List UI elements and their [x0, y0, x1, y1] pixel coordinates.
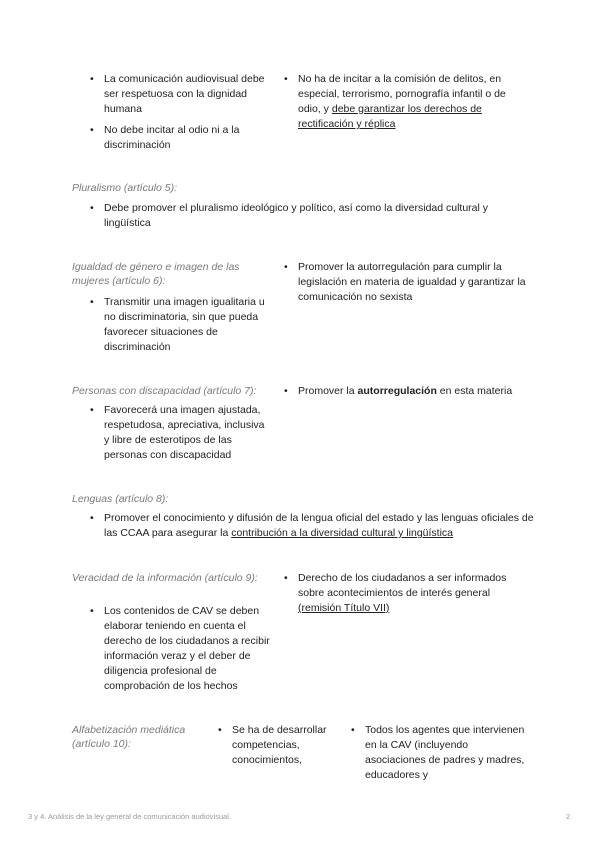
- pluralismo-list: [90, 201, 530, 231]
- list-item: • Debe promover el pluralismo ideológico y político, así como la diversidad cultural y lingüística: [90, 201, 530, 231]
- list-item: • Transmitir una imagen igualitaria u no discriminatoria, sin que pueda favorecer situaciones de discriminación: [90, 295, 268, 355]
- discapacidad-left-list: [90, 403, 268, 463]
- list-item: [90, 511, 535, 541]
- igualdad-heading: Igualdad de género e imagen de las mujeres (artículo 6):: [72, 261, 240, 287]
- igualdad-right-list: [284, 260, 529, 305]
- autorregulacion-bold: autorregulación: [357, 385, 437, 397]
- igualdad-left-list: [90, 295, 268, 355]
- list-item: [284, 571, 519, 616]
- veracidad-right-list: [284, 571, 519, 616]
- alfabetizacion-mid-list: [218, 723, 328, 768]
- pluralismo-heading: Pluralismo (artículo 5):: [72, 182, 178, 194]
- list-item: [284, 72, 514, 132]
- footer-title: 3 y 4. Análisis de la ley general de comunicación audiovisual.: [28, 812, 232, 821]
- item-text: en esta materia: [436, 385, 513, 397]
- item-text: Promover el conocimiento y difusión de la lengua oficial del estado y las lenguas oficiales de las CCAA para asegurar la: [104, 512, 534, 539]
- rectification-link-text: debe garantizar los derechos de rectificación y réplica: [298, 103, 482, 130]
- list-item: • Favorecerá una imagen ajustada, respetudosa, apreciativa, inclusiva y libre de esterotipos de las personas con discapacidad: [90, 403, 268, 463]
- list-item: • Los contenidos de CAV se deben elaborar teniendo en cuenta el derecho de los ciudadanos a recibir información veraz y el deber de diligencia profesional de comprobación de los hechos: [90, 604, 270, 694]
- alfabetizacion-heading: Alfabetización mediática (artículo 10):: [72, 724, 186, 750]
- diversity-link-text: contribución a la diversidad cultural y lingüística: [231, 527, 454, 539]
- discapacidad-heading: Personas con discapacidad (artículo 7):: [72, 385, 257, 397]
- veracidad-left-list: [90, 604, 270, 694]
- list-item: • Se ha de desarrollar competencias, conocimientos,: [218, 723, 328, 768]
- top-right-list: [284, 72, 514, 132]
- item-text: Derecho de los ciudadanos a ser informados sobre acontecimientos de interés general: [298, 572, 507, 599]
- item-text: No ha de incitar a la comisión de delitos, en especial, terrorismo, pornografía infantil o de odio, y: [298, 73, 506, 115]
- alfabetizacion-right-list: [351, 723, 531, 783]
- lenguas-heading: Lenguas (artículo 8):: [72, 493, 169, 505]
- veracidad-heading: Veracidad de la información (artículo 9):: [72, 572, 258, 584]
- list-item: • Promover la autorregulación para cumplir la legislación en materia de igualdad y garantizar la comunicación no sexista: [284, 260, 529, 305]
- page-number: 2: [566, 812, 571, 821]
- list-item: [284, 384, 529, 399]
- discapacidad-right-list: [284, 384, 529, 399]
- item-text: Promover la: [298, 385, 358, 397]
- list-item: • No debe incitar al odio ni a la discriminación: [90, 123, 272, 153]
- list-item: • Todos los agentes que intervienen en la CAV (incluyendo asociaciones de padres y madres, educadores y: [351, 723, 531, 783]
- top-left-list: [90, 72, 272, 153]
- lenguas-list: [90, 511, 535, 541]
- remision-link-text: (remisión Título VII): [298, 602, 390, 614]
- list-item: • La comunicación audiovisual debe ser respetuosa con la dignidad humana: [90, 72, 272, 117]
